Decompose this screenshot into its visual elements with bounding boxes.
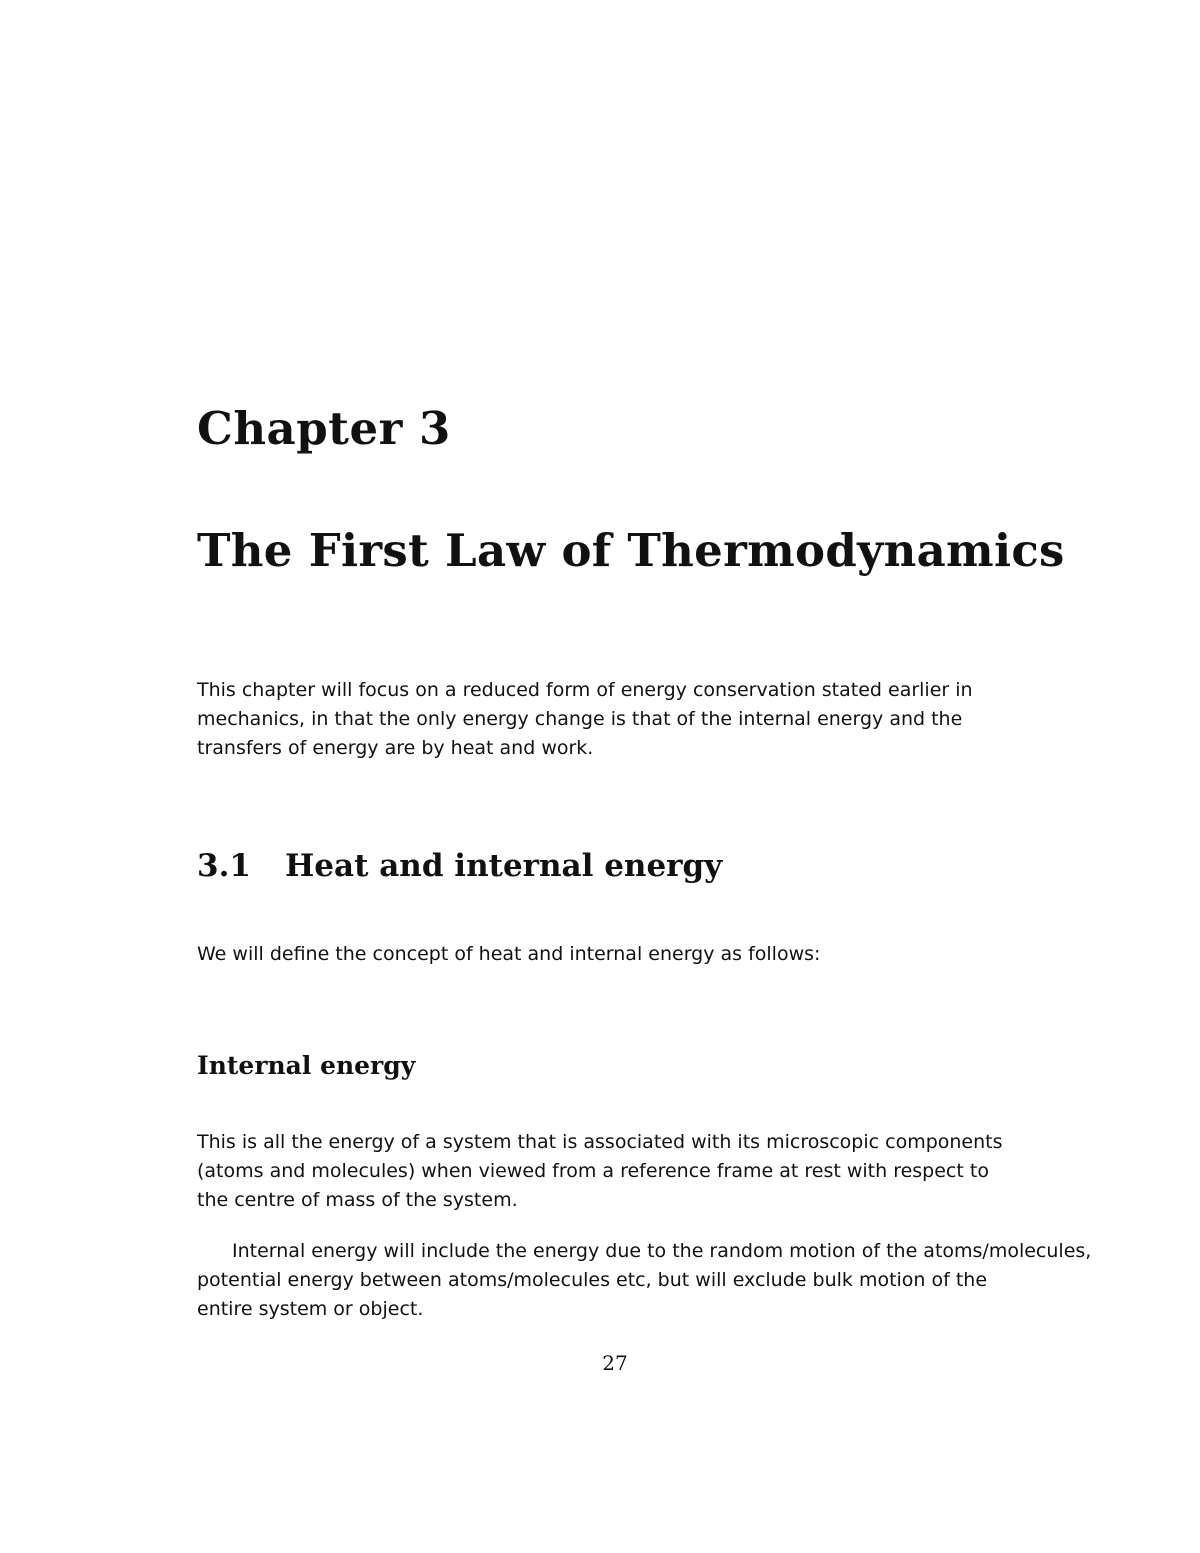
paragraph-line: mechanics, in that the only energy change is that of the internal energy and the bbox=[197, 708, 963, 730]
page-number: 27 bbox=[602, 1351, 628, 1375]
section-number: 3.1 bbox=[197, 848, 251, 884]
chapter-label: Chapter 3 bbox=[197, 402, 451, 455]
paragraph-line: Internal energy will include the energy due to the random motion of the atoms/molecules, bbox=[232, 1240, 1092, 1262]
section-intro-paragraph bbox=[197, 940, 1097, 969]
paragraph-line: entire system or object. bbox=[197, 1298, 424, 1320]
paragraph-line: the centre of mass of the system. bbox=[197, 1189, 518, 1211]
chapter-intro-paragraph bbox=[197, 676, 1097, 763]
section-title: Heat and internal energy bbox=[285, 848, 723, 884]
paragraph-line: This chapter will focus on a reduced form of energy conservation stated earlier in bbox=[197, 679, 973, 701]
internal-energy-paragraph-2 bbox=[197, 1237, 1097, 1324]
section-heading bbox=[197, 848, 722, 884]
subsection-heading: Internal energy bbox=[197, 1051, 416, 1080]
paragraph-line: transfers of energy are by heat and work. bbox=[197, 737, 594, 759]
paragraph-line: potential energy between atoms/molecules etc, but will exclude bulk motion of the bbox=[197, 1269, 988, 1291]
paragraph-line: This is all the energy of a system that is associated with its microscopic components bbox=[197, 1131, 1003, 1153]
paragraph-line: We will define the concept of heat and internal energy as follows: bbox=[197, 943, 821, 965]
chapter-title: The First Law of Thermodynamics bbox=[197, 524, 1065, 577]
internal-energy-paragraph-1 bbox=[197, 1128, 1097, 1215]
paragraph-line: (atoms and molecules) when viewed from a reference frame at rest with respect to bbox=[197, 1160, 989, 1182]
